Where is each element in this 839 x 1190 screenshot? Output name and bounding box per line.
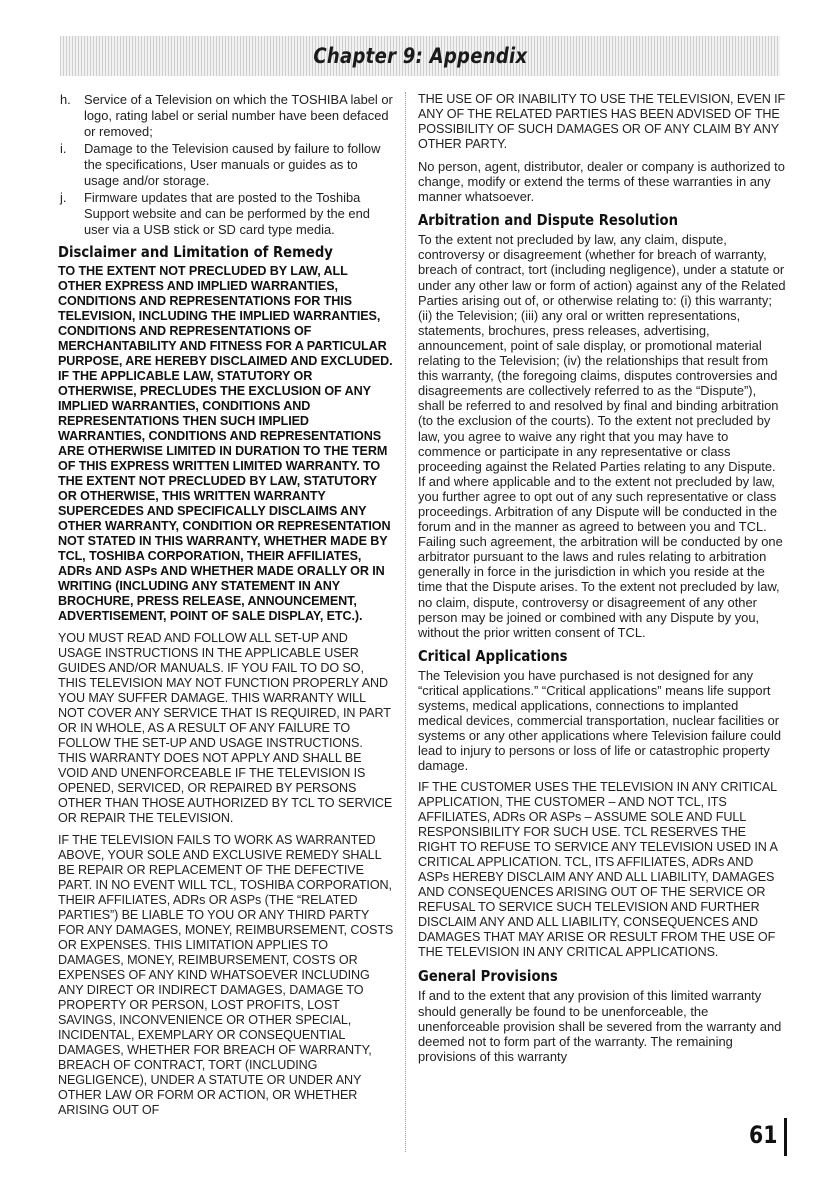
page-number: 61 (749, 1121, 778, 1149)
list-item-letter: i. (60, 141, 67, 156)
general-provisions-heading: General Provisions (418, 967, 558, 986)
left-column (58, 92, 394, 1125)
list-item-text: Damage to the Television caused by failure to follow the specifications, User manuals or guides as to usage and/or storage. (84, 141, 381, 188)
remedy-paragraph: IF THE TELEVISION FAILS TO WORK AS WARRANTED ABOVE, YOUR SOLE AND EXCLUSIVE REMEDY SHALL BE REPAIR OR REPLACEMENT OF THE DEFECTIVE PART. IN NO EVENT WILL TCL, TOSHIBA CORPORATION, THEIR AFFILIATES, ADRs OR ASPs (THE “RELATED PARTIES”) BE LIABLE TO YOU OR ANY THIRD PARTY FOR ANY DAMAGES, MONEY, REIMBURSEMENT, COSTS OR EXPENSES. THIS LIMITATION APPLIES TO DAMAGES, MONEY, REIMBURSEMENT, COSTS OR EXPENSES OF ANY KIND WHATSOEVER INCLUDING ANY DIRECT OR INDIRECT DAMAGES, DAMAGE TO PROPERTY OR PERSON, LOST PROFITS, LOST SAVINGS, INCONVENIENCE OR OTHER SPECIAL, INCIDENTAL, EXEMPLARY OR CONSEQUENTIAL DAMAGES, WHETHER FOR BREACH OF WARRANTY, BREACH OF CONTRACT, TORT (INCLUDING NEGLIGENCE), UNDER A STATUTE OR UNDER ANY OTHER LAW OR FORM OR ACTION, OR WHETHER ARISING OUT OF (58, 833, 394, 1117)
arbitration-heading: Arbitration and Dispute Resolution (418, 211, 678, 230)
setup-instructions-paragraph: YOU MUST READ AND FOLLOW ALL SET-UP AND USAGE INSTRUCTIONS IN THE APPLICABLE USER GUIDES AND/OR MANUALS. IF YOU FAIL TO DO SO, THIS TELEVISION MAY NOT FUNCTION PROPERLY AND YOU MAY SUFFER DAMAGE. THIS WARRANTY WILL NOT COVER ANY SERVICE THAT IS REQUIRED, IN PART OR IN WHOLE, AS A RESULT OF ANY FAILURE TO FOLLOW THE SET-UP AND USAGE INSTRUCTIONS. THIS WARRANTY DOES NOT APPLY AND SHALL BE VOID AND UNENFORCEABLE IF THE TELEVISION IS OPENED, SERVICED, OR REPAIRED BY PERSONS OTHER THAN THOSE AUTHORIZED BY TCL TO SERVICE OR REPAIR THE TELEVISION. (58, 631, 393, 825)
list-item-text: Service of a Television on which the TOSHIBA label or logo, rating label or serial number have been defaced or removed; (84, 92, 393, 139)
critical-applications-heading: Critical Applications (418, 646, 568, 665)
column-divider (405, 92, 406, 1152)
list-item (58, 190, 394, 238)
list-item-text: Firmware updates that are posted to the Toshiba Support website and can be performed by the end user via a USB stick or SD card type media. (84, 190, 370, 237)
exclusions-list (58, 92, 394, 238)
right-column (418, 92, 786, 1071)
general-provisions-paragraph: If and to the extent that any provision of this limited warranty should generally be found to be unenforceable, the unenforceable provision shall be severed from the warranty and deemed not to form part of the warranty. The remaining provisions of this warranty (418, 988, 782, 1064)
list-item (58, 92, 394, 140)
no-person-paragraph: No person, agent, distributor, dealer or company is authorized to change, modify or extend the terms of these warranties in any manner whatsoever. (418, 159, 785, 205)
list-item (58, 141, 394, 189)
continued-paragraph: THE USE OF OR INABILITY TO USE THE TELEVISION, EVEN IF ANY OF THE RELATED PARTIES HAS BEEN ADVISED OF THE POSSIBILITY OF SUCH DAMAGES OR OF ANY CLAIM BY ANY OTHER PARTY. (418, 92, 786, 151)
disclaimer-heading: Disclaimer and Limitation of Remedy (58, 243, 333, 261)
arbitration-paragraph: To the extent not precluded by law, any claim, dispute, controversy or disagreement (whether for breach of warranty, breach of contract, tort (including negligence), under a statute or under any other law or form of action) against any of the Related Parties arising out of, or otherwise relating to: (i) this warranty; (ii) the Television; (iii) any oral or written representations, statements, brochures, press releases, advertising, announcement, point of sale display, or promotional material relating to the Television; (iv) the relationships that result from this warranty, (the foregoing claims, disputes controversies and disagreements are collectively referred to as the “Dispute”), shall be referred to and resolved by final and binding arbitration (to the exclusion of the courts). To the extent not precluded by law, you agree to waive any right that you may have to commence or participate in any representative or class proceeding against the Related Parties relating to any Dispute. If and where applicable and to the extent not precluded by law, you further agree to opt out of any such representative or class proceedings. Arbitration of any Dispute will be conducted in the forum and in the manner as agreed to between you and TCL. Failing such agreement, the arbitration will be conducted by one arbitrator pursuant to the laws and rules relating to arbitration generally in force in the jurisdiction in which you reside at the time that the Dispute arises. To the extent not precluded by law, no claim, dispute, controversy or disagreement of any other person may be joined or combined with any Dispute by you, without the prior written consent of TCL. (418, 232, 786, 640)
critical-applications-caps-paragraph: IF THE CUSTOMER USES THE TELEVISION IN ANY CRITICAL APPLICATION, THE CUSTOMER – AND NOT TCL, ITS AFFILIATES, ADRs OR ASPs – ASSUME SOLE AND FULL RESPONSIBILITY FOR SUCH USE. TCL RESERVES THE RIGHT TO REFUSE TO SERVICE ANY TELEVISION USED IN A CRITICAL APPLICATION. TCL, ITS AFFILIATES, ADRs AND ASPs HEREBY DISCLAIM ANY AND ALL LIABILITY, DAMAGES AND CONSEQUENCES ARISING OUT OF THE SERVICE OR REFUSAL TO SERVICE SUCH TELEVISION AND FURTHER DISCLAIM ANY AND ALL LIABILITY, CONSEQUENCES AND DAMAGES THAT MAY ARISE OR RESULT FROM THE USE OF THE TELEVISION IN ANY CRITICAL APPLICATIONS. (418, 780, 778, 960)
page-number-bar (784, 1118, 787, 1156)
list-item-letter: j. (60, 190, 67, 205)
chapter-title: Chapter 9: Appendix (312, 44, 527, 68)
critical-applications-paragraph: The Television you have purchased is not designed for any “critical applications.” “Critical applications” means life support systems, medical applications, connections to implanted medical devices, commercial transportation, nuclear facilities or systems or any other applications where Television failure could lead to injury to persons or loss of life or catastrophic property damage. (418, 667, 782, 774)
list-item-letter: h. (60, 92, 71, 107)
chapter-banner (60, 36, 780, 76)
disclaimer-paragraph: TO THE EXTENT NOT PRECLUDED BY LAW, ALL OTHER EXPRESS AND IMPLIED WARRANTIES, CONDITIONS AND REPRESENTATIONS FOR THIS TELEVISION, INCLUDING THE IMPLIED WARRANTIES, CONDITIONS AND REPRESENTATIONS OF MERCHANTABILITY AND FITNESS FOR A PARTICULAR PURPOSE, ARE HEREBY DISCLAIMED AND EXCLUDED. IF THE APPLICABLE LAW, STATUTORY OR OTHERWISE, PRECLUDES THE EXCLUSION OF ANY IMPLIED WARRANTIES, CONDITIONS AND REPRESENTATIONS THEN SUCH IMPLIED WARRANTIES, CONDITIONS AND REPRESENTATIONS ARE OTHERWISE LIMITED IN DURATION TO THE TERM OF THIS EXPRESS WRITTEN LIMITED WARRANTY. TO THE EXTENT NOT PRECLUDED BY LAW, STATUTORY OR OTHERWISE, THIS WRITTEN WARRANTY SUPERCEDES AND SPECIFICALLY DISCLAIMS ANY OTHER WARRANTY, CONDITION OR REPRESENTATION NOT STATED IN THIS WARRANTY, WHETHER MADE BY TCL, TOSHIBA CORPORATION, THEIR AFFILIATES, ADRs AND ASPs AND WHETHER MADE ORALLY OR IN WRITING (INCLUDING ANY STATEMENT IN ANY BROCHURE, PRESS RELEASE, ANNOUNCEMENT, ADVERTISEMENT, POINT OF SALE DISPLAY, ETC.). (58, 264, 393, 623)
